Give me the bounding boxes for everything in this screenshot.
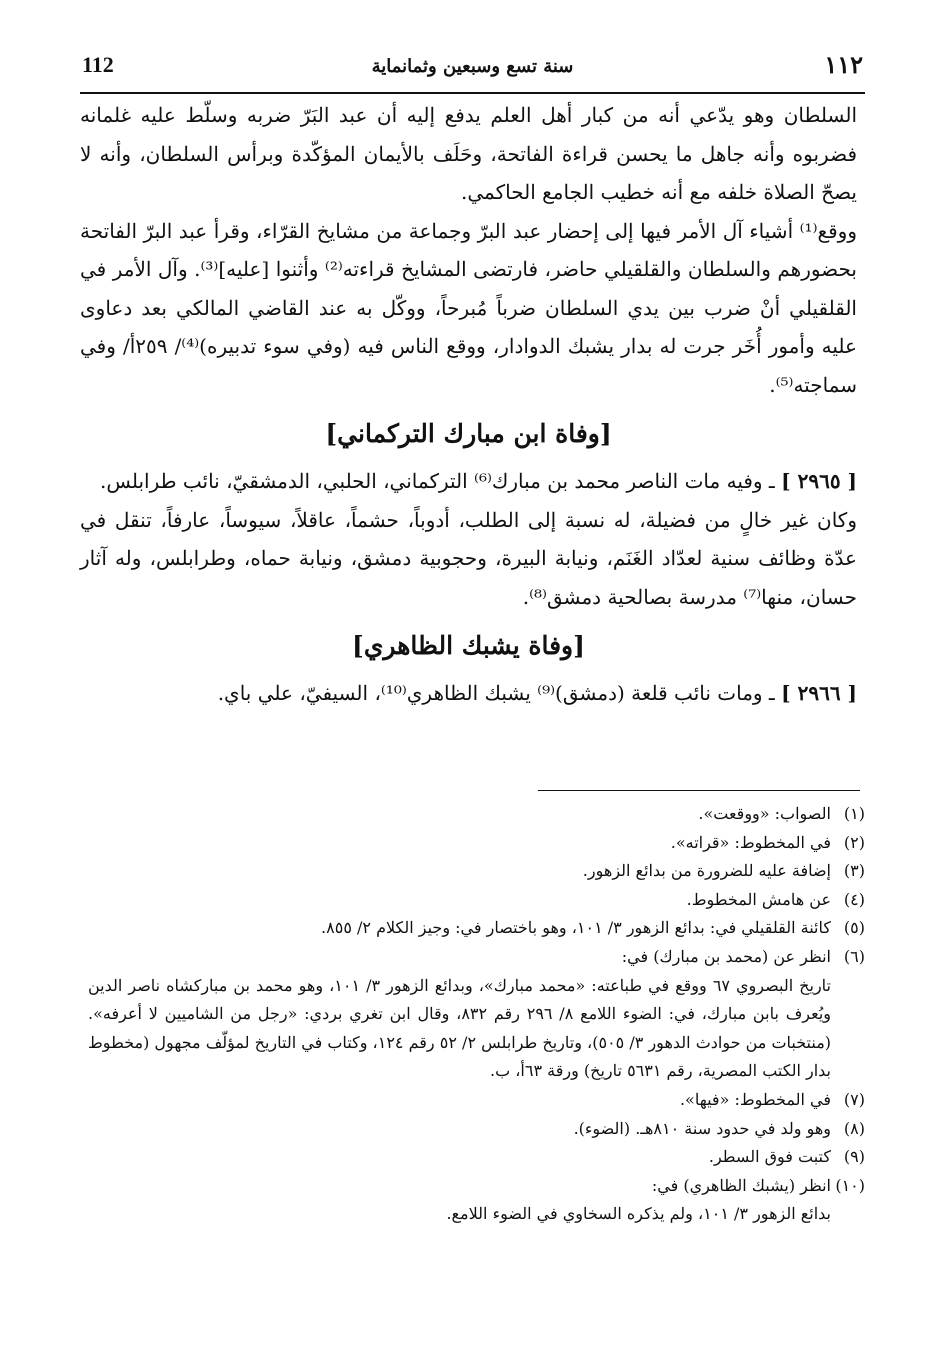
footnote: [88, 914, 865, 943]
main-text: [80, 96, 857, 713]
footnote: [88, 1172, 865, 1201]
footnote: [88, 829, 865, 858]
paragraph: السلطان وهو يدّعي أنه من كبار أهل العلم يدفع إليه أن عبد البَرّ ضربه وسلّط عليه غلمانه فضربوه وأنه جاهل ما يحسن قراءة الفاتحة، وحَلَف بالأيمان المؤكّدة وبرأس السلطان، وأنه لا يصحّ الصلاة خلفه مع أنه خطيب الجامع الحاكمي.: [80, 103, 857, 204]
footnote-text: كائنة القلقيلي في: بدائع الزهور ٣/ ١٠١، وهو باختصار في: وجيز الكلام ٢/ ٨٥٥.: [321, 918, 831, 938]
paragraph: وكان غير خالٍ من فضيلة، له نسبة إلى الطلب، أدوباً، حشماً، عاقلاً، سيوساً، عارفاً، تنقل في عدّة وظائف سنية لعدّاد الغَنَم، ونيابة البيرة، وحجوبية دمشق، ونيابة حماه، وطرابلس، وله آثار حسان، منها⁽⁷⁾ مدرسة بصالحية دمشق⁽⁸⁾.: [80, 507, 857, 609]
header-rule: [80, 92, 865, 94]
footnote-text: انظر (يشبك الظاهري) في:: [651, 1175, 831, 1195]
footnote-number: (١٠): [835, 1175, 865, 1195]
footnote-number: (٥): [843, 918, 865, 938]
section-title: [وفاة يشبك الظاهري]: [352, 631, 585, 660]
footnote: [88, 886, 865, 915]
footnote: [88, 943, 865, 972]
entry-text: ـ وفيه مات الناصر محمد بن مبارك⁽⁶⁾ التركماني، الحلبي، الدمشقيّ، نائب طرابلس.: [99, 469, 775, 493]
footnote-number: (٩): [843, 1147, 865, 1167]
footnote-text: عن هامش المخطوط.: [686, 889, 831, 909]
footnote-number: (٦): [843, 946, 865, 966]
footnote: [88, 857, 865, 886]
footnote: [88, 800, 865, 829]
footnote-text: وهو ولد في حدود سنة ٨١٠هـ. (الضوء).: [573, 1118, 831, 1138]
footnote-continuation: بدائع الزهور ٣/ ١٠١، ولم يذكره السخاوي في الضوء اللامع.: [446, 1204, 831, 1224]
entry-number: [ ٢٩٦٥ ]: [781, 469, 857, 493]
section-title: [وفاة ابن مبارك التركماني]: [325, 419, 612, 448]
footnote: [88, 1115, 865, 1144]
footnote-continuation: تاريخ البصروي ٦٧ ووقع في طباعته: «محمد مبارك»، وبدائع الزهور ٣/ ١٠١، وهو محمد بن مباركشاه ناصر الدين ويُعرف بابن مبارك، في: الضوء اللامع ٨/ ٢٩٦ رقم ٨٣٢، وقال ابن تغري بردي: «رجل من الشاميين لا أعرفه». (منتخبات من حوادث الدهور ٣/ ٥٠٥)، وتاريخ طرابلس ٢/ ٥٢ رقم ١٢٤، وكتاب في التاريخ لمؤلّف مجهول (مخطوط بدار الكتب المصرية، رقم ٥٦٣١ تاريخ) ورقة ٦٣أ، ب.: [88, 975, 832, 1081]
footnote-text: الصواب: «ووقعت».: [698, 804, 831, 823]
page-header: [80, 48, 865, 88]
page-number-latin: 112: [82, 52, 114, 77]
footnotes: [88, 800, 865, 1229]
entry-text: ـ ومات نائب قلعة (دمشق)⁽⁹⁾ يشبك الظاهري⁽¹⁰⁾، السيفيّ، علي باي.: [217, 681, 775, 705]
footnote-separator: [538, 790, 860, 791]
footnote: [88, 1086, 865, 1115]
footnote-number: (١): [843, 804, 865, 823]
paragraph: ووقع⁽¹⁾ أشياء آل الأمر فيها إلى إحضار عبد البرّ وجماعة من مشايخ القرّاء، وقرأ عبد البرّ الفاتحة بحضورهم والسلطان والقلقيلي حاضر، فارتضى المشايخ قراءته⁽²⁾ وأثنوا [عليه]⁽³⁾. وآل الأمر في القلقيلي أنْ ضرب بين يدي السلطان ضرباً مُبرحاً، ووكّل به عند القاضي المالكي بعد دعاوى عليه وأمور أُخَر جرت له بدار يشبك الدوادار، ووقع الناس فيه (وفي سوء تدبيره)⁽⁴⁾/ ٢٥٩أ/ وفي سماجته⁽⁵⁾.: [80, 218, 858, 397]
footnote-number: (٨): [843, 1118, 865, 1138]
footnote-text: إضافة عليه للضرورة من بدائع الزهور.: [582, 861, 831, 881]
footnote: [88, 1143, 865, 1172]
entry-number: [ ٢٩٦٦ ]: [781, 681, 857, 705]
running-title: سنة تسع وسبعين وثمانماية: [371, 56, 574, 77]
entry: [80, 674, 857, 713]
footnote-number: (٤): [843, 889, 865, 909]
footnote-text: في المخطوط: «فيها».: [679, 1089, 831, 1109]
footnote-number: (٢): [843, 832, 865, 852]
entry: [80, 462, 857, 501]
footnote-number: (٣): [843, 861, 865, 881]
footnote-text: في المخطوط: «قراته».: [670, 832, 831, 852]
footnote-number: (٧): [843, 1089, 865, 1109]
page-number-arabic: ١١٢: [824, 50, 863, 79]
footnote-text: كتبت فوق السطر.: [708, 1147, 831, 1167]
footnote-text: انظر عن (محمد بن مبارك) في:: [621, 946, 831, 966]
